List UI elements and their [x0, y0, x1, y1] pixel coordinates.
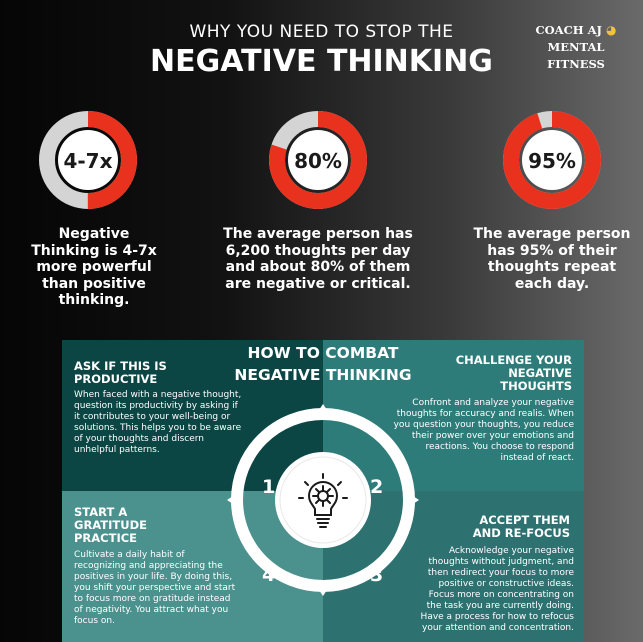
- stat-text-3: The average person has 95% of their thoughts repeat each day.: [473, 226, 631, 292]
- lightbulb-icon: ◕: [606, 23, 617, 37]
- step-number-3: 3: [370, 564, 384, 586]
- header-pre-title: WHY YOU NEED TO STOP THE: [189, 22, 454, 42]
- stat-ring-3: [500, 108, 604, 212]
- brand-line-2: MENTAL FITNESS: [547, 40, 605, 71]
- brand-logo: [517, 22, 635, 73]
- step-title-2: CHALLENGE YOUR NEGATIVE THOUGHTS: [455, 353, 572, 393]
- step-body-4: Cultivate a daily habit of recognizing and appreciating the positives in your life. By doing this, you shift your perspective and start to focus more on gratitude instead of negativity. You attract what you focus on.: [74, 550, 236, 626]
- stat-text-1: Negative Thinking is 4-7x more powerful than positive thinking.: [31, 226, 157, 308]
- stat-ring-1: [36, 108, 140, 212]
- stat-value-3: 95%: [528, 149, 576, 173]
- step-number-4: 4: [262, 564, 276, 586]
- header-title: NEGATIVE THINKING: [150, 44, 493, 79]
- step-title-4: START A GRATITUDE PRACTICE: [74, 505, 148, 545]
- stat-value-1: 4-7x: [63, 149, 113, 173]
- step-title-1: ASK IF THIS IS PRODUCTIVE: [74, 359, 167, 386]
- stat-card-2: [218, 108, 418, 292]
- combat-panel: [62, 340, 584, 642]
- stat-text-2: The average person has 6,200 thoughts per day and about 80% of them are negative or critical.: [223, 226, 413, 292]
- stat-value-2: 80%: [294, 149, 342, 173]
- stat-ring-2: [266, 108, 370, 212]
- step-body-1: When faced with a negative thought, question its productivity by asking if it contributes to your well-being or solutions. This helps you to be aware of your thoughts and discern unhelpful patterns.: [74, 390, 242, 455]
- step-number-2: 2: [370, 476, 384, 498]
- step-title-3: ACCEPT THEM AND RE-FOCUS: [472, 513, 570, 540]
- step-body-2: Confront and analyze your negative thoughts for accuracy and realis. When you question your thoughts, you reduce their power over your emotions and reactions. You choose to respond instead of react.: [393, 398, 574, 463]
- step-body-3: Acknowledge your negative thoughts without judgment, and then redirect your focus to more positive or constructive ideas. Focus more on concentrating on the task you are currently doing. Have a process for how to refocus your attention and concentration.: [420, 546, 574, 633]
- combat-title: HOW TO COMBAT NEGATIVE THINKING: [234, 344, 412, 384]
- brand-line-1: COACH AJ: [535, 23, 602, 37]
- stat-card-1: [0, 108, 188, 309]
- step-number-1: 1: [262, 476, 276, 498]
- brain-gear-lightbulb-icon: [275, 452, 371, 548]
- stat-card-3: [452, 108, 643, 292]
